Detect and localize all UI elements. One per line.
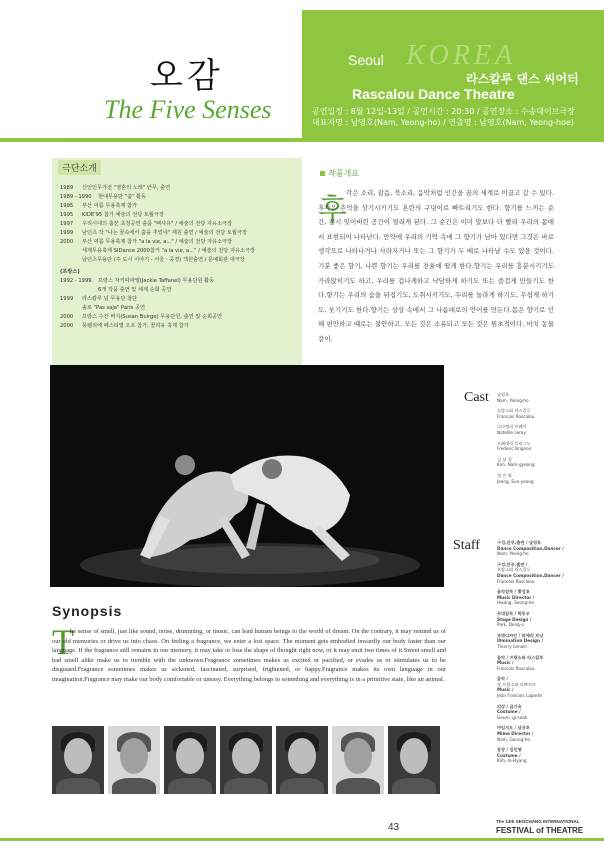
performance-info: 공연일정 : 8월 12일-13일 / 공연시간 : 20:30 / 공연장소 : 수송대이브극장 [312, 107, 575, 116]
synopsis-text: he sense of smell, just like sound, noise, drumming, or music, can lead human beings to the world of dream. On the contrary, it may remind us of our old memories or drive us into chaos. On feeling a fragrance, we enter a lost space. The moment gets embodied inwardly our body faster than our language. If the fragrance still remains in our memory, it may take or lose the shape of thought right now, or it may emit two times of it.Sweet smell and bad smell alike make us to tremble with the unknown.Fragrance sometimes makes us excited or pacified, or evades us or stimulates us to be disgusted.Fragrance sometimes makes us sickened, fascinated, surprised, frightened, or happy.Fragrance makes its own language in our imagination.Fragrance may make our body comfortable or uneasy. Everything belongs to something and everything is in a primitive state, like an animal. [52, 628, 446, 683]
company-name-english: Rascalou Dance Theatre [352, 86, 515, 102]
cast-member: 남영호 Nam, Yeong-ho [497, 392, 529, 403]
heading-marker-icon [320, 171, 325, 176]
staff-member: 구성,안무,출연 / 남영호 Dance Composition,Dancer / Nam, Yeong-ho [497, 540, 564, 557]
portrait-photo [164, 726, 216, 794]
cast-member: 김 남 경 Kim, Nam-gyeong [497, 456, 535, 468]
history-list [60, 184, 300, 331]
title-korean: 오감 [150, 56, 224, 96]
cast-heading: Cast [464, 390, 489, 405]
staff-member: 조명디자인 / 띠에리 르낭 Illmination Design / Thierry Lenain [497, 632, 544, 649]
director-info: 대표자명 : 남영호(Nam, Yeong-ho) / 연출명 : 남영호(Nam, Yeong-hoe) [312, 118, 575, 127]
staff-member: 분장 / 김인향 Costume / Kim, In-Hyang [497, 747, 527, 764]
title-english: The Five Senses [104, 95, 272, 124]
history-heading: 극단소개 [58, 160, 101, 175]
page-number: 43 [388, 822, 400, 833]
staff-list [497, 540, 587, 769]
country-watermark: KOREA [406, 40, 517, 71]
festival-title: FESTIVAL of THEATRE [496, 826, 584, 835]
staff-member: 무대감독 / 박동우 Stage Design / Park, Dong-u [497, 610, 532, 628]
history-entry: 1989 - 1990 현대무용단 "춤" 활동 [60, 194, 147, 200]
portrait-photo [108, 726, 160, 794]
staff-member: 음악 / 장 프랑소와 라뽀르뜨 Music / Jean Francois Laporte [497, 676, 543, 699]
staff-heading: Staff [453, 538, 480, 553]
history-entry: 1992 - 1999 프랑스 자키따파엘(Jackie Taffanel) 무용단원 활동 [60, 278, 215, 284]
history-entry: 6개 작품 출연 및 세계 순회 공연 [98, 287, 172, 293]
cast-member: 프레데릭 브리그농 Frederic Brignon [497, 440, 532, 452]
portrait-photo [388, 726, 440, 794]
history-entry: 솔로 "Pas saja" Paris 공연 [82, 305, 146, 311]
history-entry: 남던츠무용단 (주 도시 이야기 - 서울 · 중경) 객원출연 / 문예회관 대극장 [82, 257, 245, 263]
performance-photo [50, 365, 444, 587]
history-entry: 1999 라스칼루 넘 무용단 창단 [60, 296, 138, 302]
company-name-korean: 라스칼루 댄스 씨어터 [466, 72, 579, 86]
portrait-photo [220, 726, 272, 794]
history-entry: 2000 부산 여름 무용축제 참가 "a la vie, a..." / 예술의 전당 자유소극장 [60, 239, 233, 245]
history-entry: 세계무용축제 SIDance 2000참가 "a la vie, a..." / 예술의 전당 자유소극장 [82, 248, 256, 254]
history-subheading: (프랑스) [60, 269, 80, 275]
cast-member: 프랑소와 라스칼루 Francois Rascalou [497, 408, 535, 419]
staff-member: 마임지도 / 남궁호 Mime Director / Nam, Geung-ho [497, 725, 534, 742]
cast-member: 정 은 영 Jeong, Eun-yeong [497, 472, 534, 484]
history-entry: 2000 프랑스 수잔 버지(Susan Buirge) 무용단원, 출연 및 순회공연 [60, 314, 223, 320]
city-label: Seoul [348, 52, 384, 68]
header-divider [0, 138, 604, 142]
history-entry: 1989 신인인무가전 "영혼의 노래" 안무, 출연 [60, 185, 171, 191]
synopsis-dropcap: T [52, 622, 74, 662]
history-entry: 2000 몽펠리에 페스티벌 오프 참가, 꼴리유 축제 참가 [60, 323, 189, 329]
synopsis-heading: Synopsis [52, 603, 123, 619]
festival-subtitle: The 13th SEOCHANG INTERNATIONAL [496, 819, 580, 824]
header-top-strip [302, 0, 604, 10]
cast-member: 나타엘리 르레이 Natelile Leray [497, 424, 527, 435]
history-entry: 1995 부산 여름 무용축제 참가 [60, 203, 138, 209]
staff-member: 의상 / 금기숙 Costume / Geum, gi-sook [497, 703, 528, 720]
overview-heading: 작품개요 [320, 168, 359, 179]
portrait-photo [52, 726, 104, 794]
staff-member: 음악감독 / 황성호 Music Director / Hwang, Seong-ho [497, 589, 535, 606]
footer-divider [0, 838, 604, 841]
dancers-illustration [50, 365, 444, 587]
history-entry: 1997 우리시대의 춤꾼 초청공연 출품 "뻐사유" / 예술의 전당 자유소극장 [60, 221, 233, 227]
staff-member: 구성,안무,출연 / 프랑소와 라스칼루 Dance Composition,Dancer / Francois Rascalou [497, 561, 564, 584]
overview-dropcap: 후 [318, 193, 347, 228]
portrait-photo [276, 726, 328, 794]
history-entry: 1999 남던츠 작 "나는 꿈속에서 춤을 추었네" 재원 출연 / 예술의 전당 토월극장 [60, 230, 247, 236]
cast-list [497, 392, 587, 489]
portrait-photo [332, 726, 384, 794]
portrait-row [52, 726, 440, 794]
overview-text: 각은 소리, 잡음, 북소리, 음악처럼 인간을 꿈의 세계로 이끌고 갈 수 있다. 후각은 추억을 상기시키기도 혼란의 구덩이로 빠트리기도 한다. 향기를 느끼는 순간, 잠시 잊어버린 공간이 열리게 된다. 그 순간은 이미 말보다 더 빨리 우리의 몸에서 표현되어 나타난다. 만약에 우리의 기억 속에 그 향기가 남아 있다면 그것은 바로 생각으로 나타나거나 사라지거나 또는 그 향기가 두 배로 나타날 수도 있을 것이다.기분 좋은 향기, 나쁜 향기는 우리를 전율에 떨게 한다.향기는 우리를 흥분시키기도 가라앉히기도 하고, 우리를 겁나게하고 낙담하게 하기도 또는 즐겁게 만들기도 한다.향기는 우리의 숨을 뒤집기도, 도취시키기도, 우리를 놀라게 하기도, 무섭게 하기도, 웃기기도 한다.향기는 상상 속에서 그 나름대로의 언어를 만든다.몸은 향기로 인해 편안하고 때로는 불안하고, 모든 것은 소유되고 모든 것은 원초적이다. 마치 동물같이. [318, 189, 554, 343]
staff-member: 음악 / 프랑소와 라스칼루 Music / Francois Rascalou [497, 654, 544, 671]
history-entry: 1995 KIDE'95 참가 예술의 전당 토월극장 [60, 212, 164, 218]
